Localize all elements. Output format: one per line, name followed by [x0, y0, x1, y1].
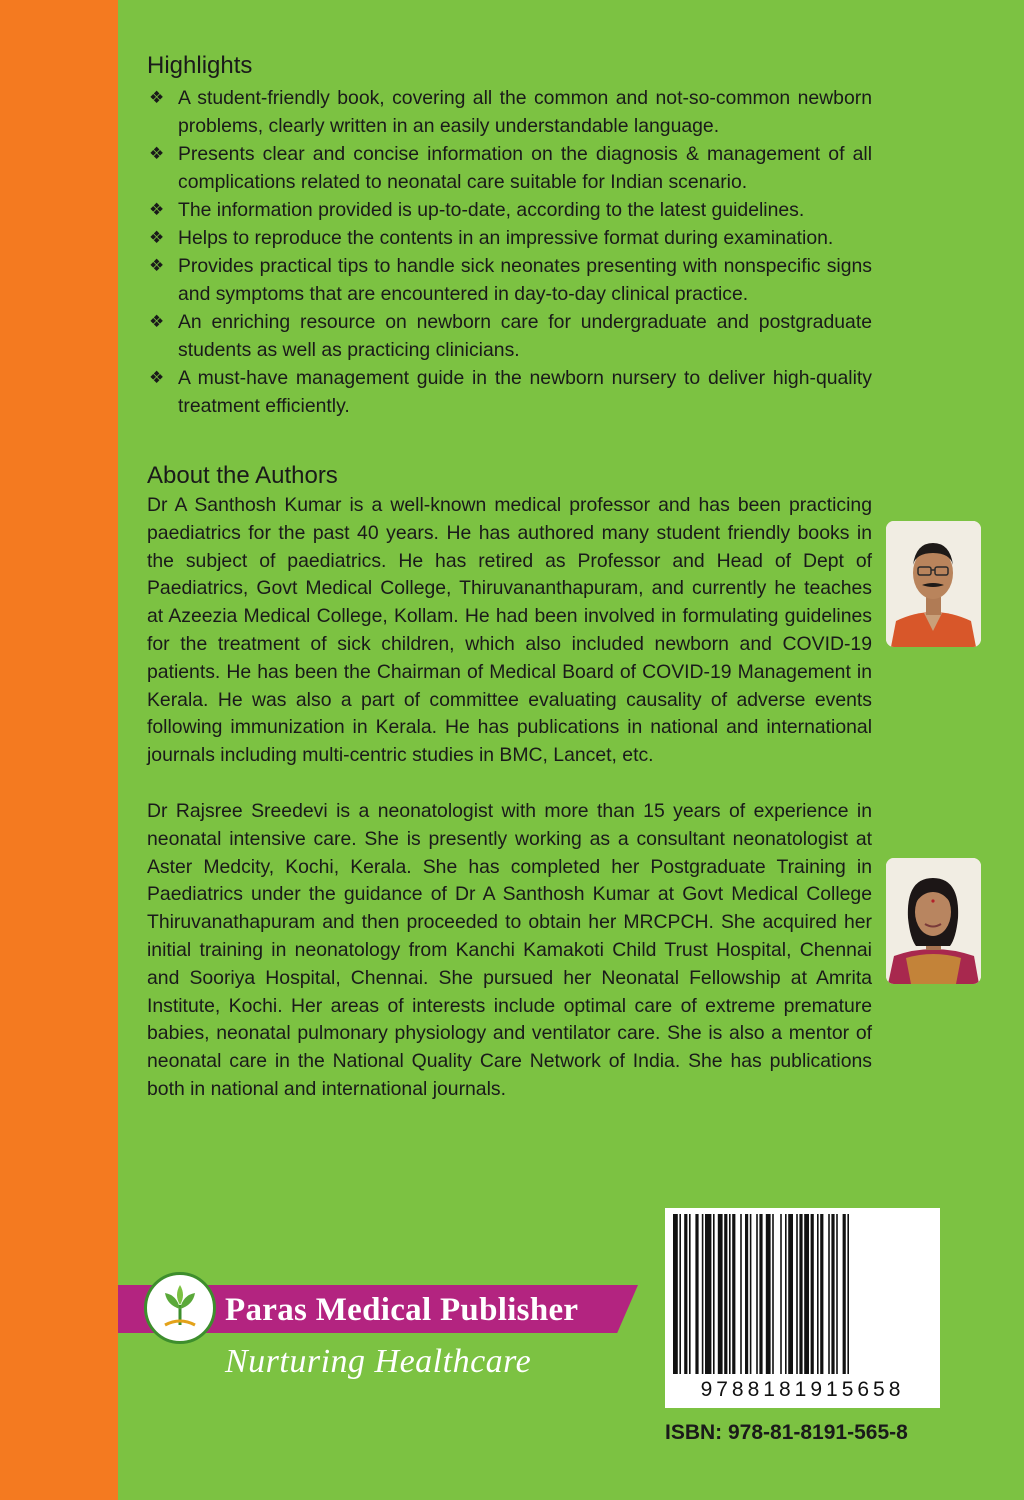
- highlight-item: ❖ An enriching resource on newborn care for undergraduate and postgraduate students as well as practicing clinicians.: [147, 308, 872, 364]
- highlights-title: Highlights: [147, 52, 253, 79]
- highlight-item: ❖ A student-friendly book, covering all the common and not-so-common newborn problems, clearly written in an easily understandable language.: [147, 84, 872, 140]
- highlight-item: ❖ The information provided is up-to-date, according to the latest guidelines.: [147, 196, 872, 224]
- back-cover-text: [147, 50, 872, 1104]
- isbn-number: ISBN: 978-81-8191-565-8: [665, 1421, 908, 1444]
- diamond-bullet-icon: ❖: [149, 144, 165, 163]
- publisher-name: Paras Medical Publisher: [225, 1292, 579, 1328]
- diamond-bullet-icon: ❖: [149, 256, 165, 275]
- highlight-item: ❖ Presents clear and concise information on the diagnosis & management of all complications related to neonatal care suitable for Indian scenario.: [147, 140, 872, 196]
- publisher-logo: [144, 1272, 216, 1344]
- diamond-bullet-icon: ❖: [149, 200, 165, 219]
- author-photo-male: [886, 521, 981, 647]
- diamond-bullet-icon: ❖: [149, 312, 165, 331]
- book-spine: [0, 0, 118, 1500]
- highlights-list: [147, 84, 872, 420]
- publisher-tagline: Nurturing Healthcare: [225, 1343, 532, 1380]
- barcode-digits: 9788181915658: [700, 1378, 905, 1401]
- diamond-bullet-icon: ❖: [149, 368, 165, 387]
- authors-title: About the Authors: [147, 462, 338, 489]
- diamond-bullet-icon: ❖: [149, 88, 165, 107]
- barcode-bars: [665, 1208, 940, 1378]
- author-bio-rajsree-sreedevi: Dr Rajsree Sreedevi is a neonatologist with more than 15 years of experience in neonatal intensive care. She is presently working as a consultant neonatologist at Aster Medcity, Kochi, Kerala. She has completed her Postgraduate Training in Paediatrics under the guidance of Dr A Santhosh Kumar at Govt Medical College Thiruvanathapuram and then proceeded to obtain her MRCPCH. She acquired her initial training in neonatology from Kanchi Kamakoti Child Trust Hospital, Chennai and Sooriya Hospital, Chennai. She pursued her Neonatal Fellowship at Amrita Institute, Kochi. Her areas of interests include optimal care of extreme premature babies, neonatal pulmonary physiology and ventilator care. She is also a mentor of neonatal care in the National Quality Care Network of India. She has publications both in national and international journals.: [147, 799, 872, 1100]
- author-bio-santhosh-kumar: Dr A Santhosh Kumar is a well-known medical professor and has been practicing paediatrics for the past 40 years. He has authored many student friendly books in the subject of paediatrics. He has retired as Professor and Head of Dept of Paediatrics, Govt Medical College, Thiruvananthapuram, and currently he teaches at Azeezia Medical College, Kollam. He had been involved in formulating guidelines for the treatment of sick children, which also included newborn and COVID-19 patients. He has been the Chairman of Medical Board of COVID-19 Management in Kerala. He was also a part of committee evaluating causality of adverse events following immunization in Kerala. He has publications in national and international journals including multi-centric studies in BMC, Lancet, etc.: [147, 494, 872, 767]
- diamond-bullet-icon: ❖: [149, 228, 165, 247]
- author-photo-female: [886, 858, 981, 984]
- highlight-item: ❖ Helps to reproduce the contents in an impressive format during examination.: [147, 224, 872, 252]
- highlight-item: ❖ Provides practical tips to handle sick neonates presenting with nonspecific signs and symptoms that are encountered in day-to-day clinical practice.: [147, 252, 872, 308]
- highlight-item: ❖ A must-have management guide in the newborn nursery to deliver high-quality treatment efficiently.: [147, 364, 872, 420]
